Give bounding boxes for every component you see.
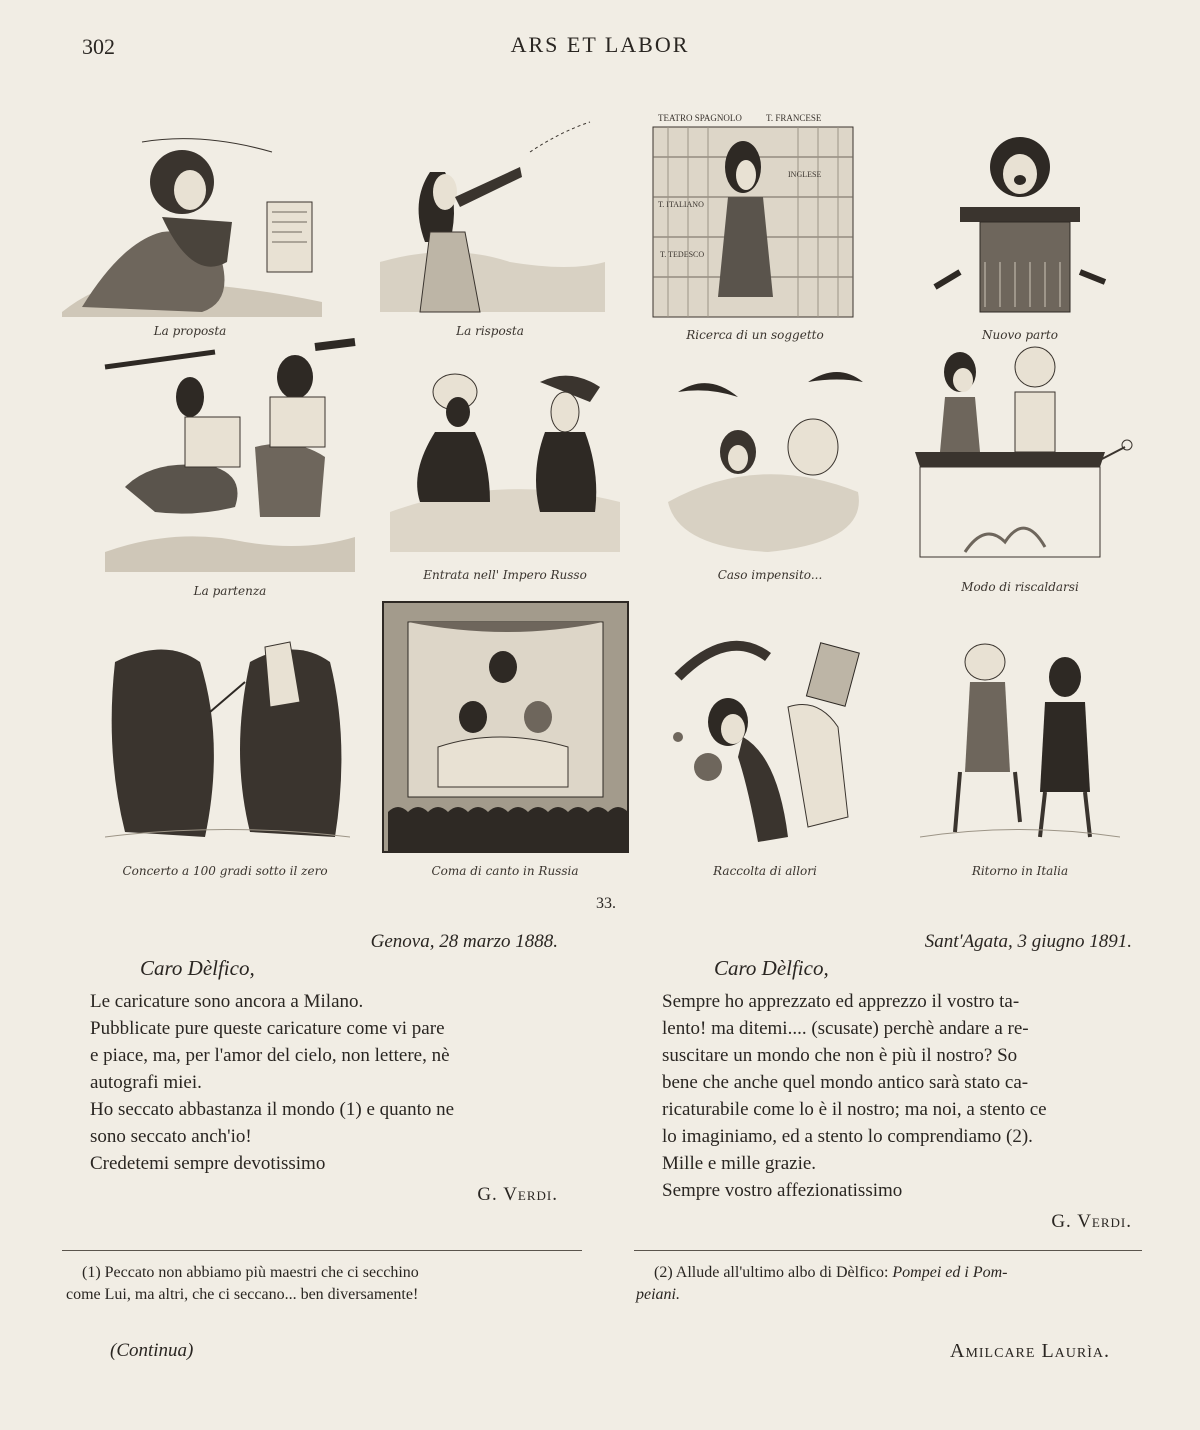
caption: Ritorno in Italia [971, 864, 1069, 878]
caption: La partenza [193, 584, 267, 598]
shelf-sign: T. FRANCESE [766, 113, 822, 123]
letter-line: Ho seccato abbastanza il mondo (1) e quanto ne [90, 1099, 455, 1120]
footnote-rule [62, 1250, 582, 1251]
footnote-line: come Lui, ma altri, che ci seccano... ben diversamente! [66, 1286, 419, 1303]
caricature-drawing [52, 112, 332, 327]
letter-line: suscitare un mondo che non è più il nostro? So [662, 1045, 1018, 1066]
caricature-panel-4 [920, 112, 1120, 327]
caricature-panel-6 [380, 352, 625, 562]
shelf-sign: TEATRO SPAGNOLO [658, 113, 742, 123]
signature: G. Verdi. [477, 1184, 558, 1205]
author-name: Amilcare Laurìa. [950, 1340, 1110, 1362]
letter-line: ricaturabile come lo è il nostro; ma noi, a stento ce [662, 1099, 1047, 1120]
footnote-rule [634, 1250, 1142, 1251]
caricature-drawing [105, 622, 350, 852]
caption: La proposta [153, 324, 227, 338]
caption: Modo di riscaldarsi [961, 580, 1079, 594]
footnote-1 [66, 1262, 582, 1306]
shelf-sign: T. ITALIANO [658, 200, 704, 209]
caption: Coma di canto in Russia [431, 864, 579, 878]
caption: Raccolta di allori [713, 864, 817, 878]
letter-right [662, 928, 1132, 1235]
running-title: ARS ET LABOR [510, 32, 690, 57]
caption: Concerto a 100 gradi sotto il zero [122, 864, 328, 878]
caricature-panel-8 [905, 342, 1135, 572]
caricature-plates [40, 92, 1160, 892]
caricature-panel-10 [378, 597, 633, 857]
dateline: Sant'Agata, 3 giugno 1891. [924, 931, 1132, 952]
caption: La risposta [456, 324, 524, 338]
letter-line: lento! ma ditemi.... (scusate) perchè andare a re- [662, 1018, 1029, 1039]
letter-line: Mille e mille grazie. [662, 1153, 817, 1174]
caricature-panel-5 [95, 337, 365, 577]
footnote-text: (2) Allude all'ultimo albo di Dèlfico: [654, 1264, 893, 1281]
letter-line: sono seccato anch'io! [90, 1126, 252, 1147]
caricature-drawing [905, 342, 1135, 572]
page-number: 302 [82, 34, 115, 59]
dateline: Genova, 28 marzo 1888. [370, 931, 558, 952]
caption: Ricerca di un soggetto [686, 328, 824, 342]
letter-line: Le caricature sono ancora a Milano. [90, 991, 364, 1012]
caricature-drawing [920, 112, 1120, 327]
signature: G. Verdi. [1051, 1211, 1132, 1232]
letter-line: e piace, ma, per l'amor del cielo, non lettere, nè [90, 1045, 450, 1066]
caricature-drawing [95, 337, 365, 577]
caricature-drawing [378, 597, 633, 857]
salutation: Caro Dèlfico, [140, 956, 255, 980]
letter-left [90, 928, 558, 1208]
footnote-2 [636, 1262, 1140, 1306]
caricature-panel-2 [370, 112, 610, 327]
continued-note: (Continua) [110, 1340, 194, 1361]
figure-number: 33. [596, 895, 616, 912]
caption: Caso impensito... [717, 568, 823, 582]
salutation: Caro Dèlfico, [714, 956, 829, 980]
caricature-panel-1 [52, 112, 332, 327]
letter-line: bene che anche quel mondo antico sarà stato ca- [662, 1072, 1029, 1093]
caricature-drawing [648, 97, 858, 327]
footnote-title: peiani. [636, 1286, 680, 1303]
footnote-line: (1) Peccato non abbiamo più maestri che ci secchino [82, 1264, 419, 1281]
shelf-sign: T. TEDESCO [660, 250, 705, 259]
caricature-drawing [380, 352, 625, 562]
letter-line: autografi miei. [90, 1072, 202, 1093]
letter-line: Pubblicate pure queste caricature come vi pare [90, 1018, 445, 1039]
caption: Nuovo parto [982, 328, 1058, 342]
caricature-panel-12 [920, 622, 1120, 857]
caricature-drawing [920, 622, 1120, 857]
caricature-drawing [648, 352, 878, 562]
letter-line: Sempre ho apprezzato ed apprezzo il vostro ta- [662, 991, 1020, 1012]
shelf-sign: INGLESE [788, 170, 822, 179]
caricature-drawing [648, 617, 883, 857]
letter-line: Sempre vostro affezionatissimo [662, 1180, 903, 1201]
caricature-panel-11 [648, 617, 883, 857]
caricature-panel-3 [648, 97, 858, 327]
footnote-title: Pompei ed i Pom- [892, 1264, 1008, 1281]
caption: Entrata nell' Impero Russo [423, 568, 587, 582]
letter-line: Credetemi sempre devotissimo [90, 1153, 326, 1174]
caricature-drawing [370, 112, 610, 327]
caricature-panel-7 [648, 352, 878, 562]
letter-line: lo imaginiamo, ed a stento lo comprendiamo (2). [662, 1126, 1033, 1147]
caricature-panel-9 [105, 622, 350, 852]
